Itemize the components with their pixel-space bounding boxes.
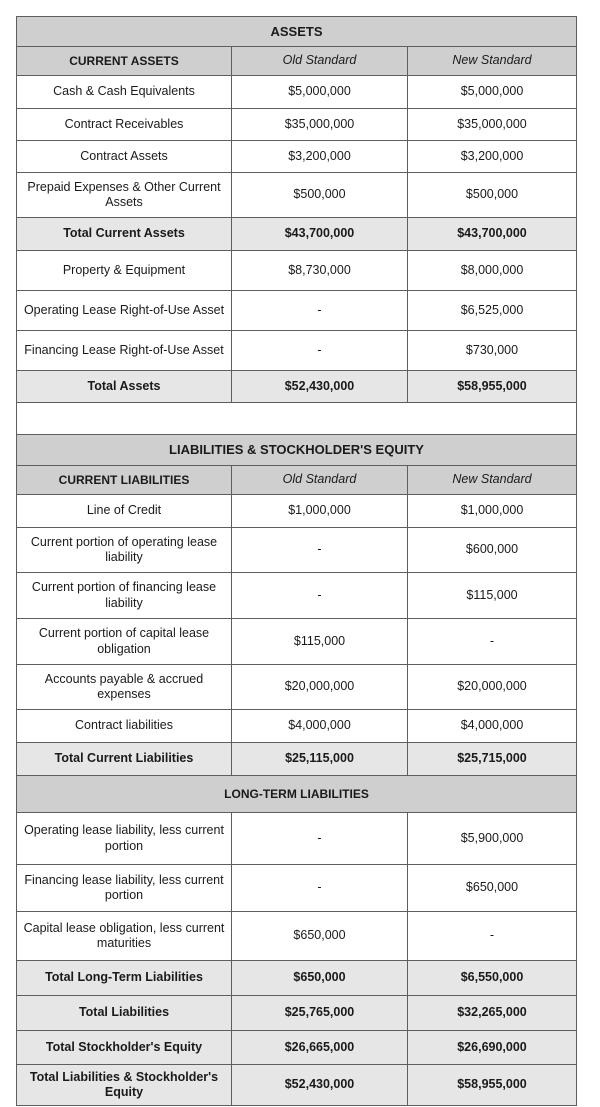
row-label: Total Long-Term Liabilities (17, 961, 232, 996)
row-label: Contract Assets (17, 141, 232, 173)
row-label: Current portion of operating lease liability (17, 528, 232, 573)
new-value: $20,000,000 (408, 665, 577, 710)
total-row (17, 961, 577, 996)
old-value: - (232, 528, 408, 573)
longterm-liabilities-header: LONG-TERM LIABILITIES (17, 776, 577, 813)
old-value: $3,200,000 (232, 141, 408, 173)
old-value: $20,000,000 (232, 665, 408, 710)
old-value: $115,000 (232, 619, 408, 665)
total-row (17, 996, 577, 1031)
new-value: $115,000 (408, 573, 577, 619)
table-row (17, 528, 577, 573)
table-row (17, 291, 577, 331)
old-value: - (232, 813, 408, 865)
old-value: $43,700,000 (232, 218, 408, 251)
new-value: $26,690,000 (408, 1031, 577, 1065)
new-value: $6,525,000 (408, 291, 577, 331)
spacer-row (17, 403, 577, 435)
current-assets-header-row (17, 47, 577, 76)
row-label: Financing Lease Right-of-Use Asset (17, 331, 232, 371)
new-value: $730,000 (408, 331, 577, 371)
old-value: - (232, 291, 408, 331)
total-row (17, 371, 577, 403)
row-label: Contract Receivables (17, 109, 232, 141)
row-label: Financing lease liability, less current portion (17, 865, 232, 912)
row-label: Property & Equipment (17, 251, 232, 291)
row-label: Contract liabilities (17, 710, 232, 743)
row-label: Accounts payable & accrued expenses (17, 665, 232, 710)
total-row (17, 743, 577, 776)
old-value: $1,000,000 (232, 495, 408, 528)
row-label: Capital lease obligation, less current maturities (17, 912, 232, 961)
row-label: Current portion of financing lease liability (17, 573, 232, 619)
row-label: Prepaid Expenses & Other Current Assets (17, 173, 232, 218)
row-label: Operating lease liability, less current portion (17, 813, 232, 865)
new-value: $58,955,000 (408, 1065, 577, 1106)
table-row (17, 665, 577, 710)
row-label: Operating Lease Right-of-Use Asset (17, 291, 232, 331)
table-row (17, 813, 577, 865)
balance-sheet-table (16, 16, 577, 1106)
old-value: $5,000,000 (232, 76, 408, 109)
assets-title: ASSETS (17, 17, 577, 47)
table-row (17, 912, 577, 961)
row-label: Total Assets (17, 371, 232, 403)
table-row (17, 173, 577, 218)
old-value: $25,765,000 (232, 996, 408, 1031)
new-standard-header: New Standard (408, 466, 577, 495)
table-row (17, 109, 577, 141)
current-liabilities-header: CURRENT LIABILITIES (17, 466, 232, 495)
current-liabilities-header-row (17, 466, 577, 495)
old-value: $650,000 (232, 961, 408, 996)
old-value: $35,000,000 (232, 109, 408, 141)
table-row (17, 76, 577, 109)
old-value: - (232, 865, 408, 912)
new-value: $43,700,000 (408, 218, 577, 251)
old-value: $52,430,000 (232, 1065, 408, 1106)
old-value: $25,115,000 (232, 743, 408, 776)
new-value: $5,900,000 (408, 813, 577, 865)
old-value: $52,430,000 (232, 371, 408, 403)
new-value: $650,000 (408, 865, 577, 912)
total-row (17, 1031, 577, 1065)
longterm-liabilities-header-row (17, 776, 577, 813)
new-value: $32,265,000 (408, 996, 577, 1031)
liabilities-title-row (17, 435, 577, 466)
table-row (17, 619, 577, 665)
old-value: $4,000,000 (232, 710, 408, 743)
old-value: - (232, 331, 408, 371)
new-value: $8,000,000 (408, 251, 577, 291)
old-value: $26,665,000 (232, 1031, 408, 1065)
table-row (17, 710, 577, 743)
old-value: $500,000 (232, 173, 408, 218)
row-label: Current portion of capital lease obligation (17, 619, 232, 665)
table-row (17, 331, 577, 371)
current-assets-header: CURRENT ASSETS (17, 47, 232, 76)
new-value: $58,955,000 (408, 371, 577, 403)
new-standard-header: New Standard (408, 47, 577, 76)
spacer-cell (17, 403, 577, 435)
table-row (17, 573, 577, 619)
old-value: $650,000 (232, 912, 408, 961)
table-row (17, 495, 577, 528)
row-label: Total Current Liabilities (17, 743, 232, 776)
table-row (17, 865, 577, 912)
row-label: Total Current Assets (17, 218, 232, 251)
new-value: $25,715,000 (408, 743, 577, 776)
new-value: $600,000 (408, 528, 577, 573)
row-label: Line of Credit (17, 495, 232, 528)
liabilities-title: LIABILITIES & STOCKHOLDER'S EQUITY (17, 435, 577, 466)
row-label: Total Stockholder's Equity (17, 1031, 232, 1065)
new-value: - (408, 912, 577, 961)
new-value: - (408, 619, 577, 665)
new-value: $500,000 (408, 173, 577, 218)
old-value: - (232, 573, 408, 619)
old-value: $8,730,000 (232, 251, 408, 291)
new-value: $6,550,000 (408, 961, 577, 996)
assets-title-row (17, 17, 577, 47)
total-row (17, 1065, 577, 1106)
row-label: Total Liabilities (17, 996, 232, 1031)
old-standard-header: Old Standard (232, 47, 408, 76)
new-value: $35,000,000 (408, 109, 577, 141)
new-value: $1,000,000 (408, 495, 577, 528)
row-label: Total Liabilities & Stockholder's Equity (17, 1065, 232, 1106)
new-value: $4,000,000 (408, 710, 577, 743)
old-standard-header: Old Standard (232, 466, 408, 495)
total-row (17, 218, 577, 251)
new-value: $3,200,000 (408, 141, 577, 173)
new-value: $5,000,000 (408, 76, 577, 109)
row-label: Cash & Cash Equivalents (17, 76, 232, 109)
table-row (17, 251, 577, 291)
table-row (17, 141, 577, 173)
